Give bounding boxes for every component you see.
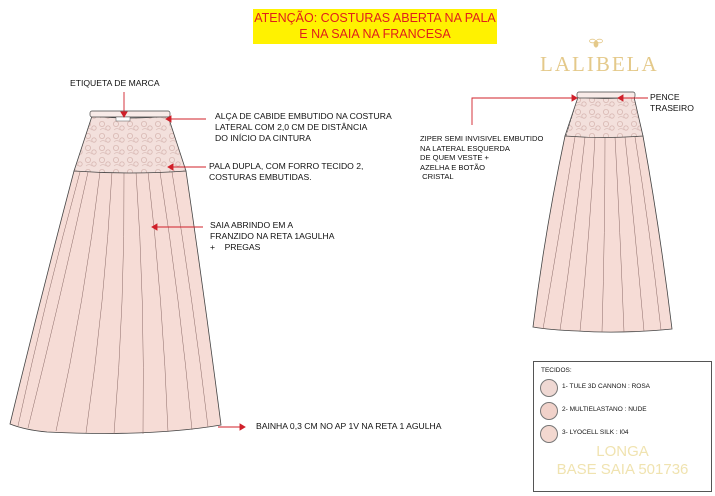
note-dart-line-2: TRASEIRO [650, 103, 694, 113]
fabric-swatch-3 [540, 425, 558, 443]
fabric-swatch-2 [540, 402, 558, 420]
note-brand-label: ETIQUETA DE MARCA [70, 78, 160, 88]
brand-logo: LALIBELA [540, 52, 659, 76]
note-back-dart [650, 92, 694, 114]
note-hanger-line-2: LATERAL COM 2,0 CM DE DISTÂNCIA [215, 122, 368, 132]
back-skirt-body [533, 136, 672, 332]
bee-icon [589, 37, 603, 49]
note-zipper-line-1: ZIPER SEMI INVISIVEL EMBUTIDO [420, 134, 544, 143]
note-zipper-line-4: AZELHA E BOTÃO [420, 162, 485, 172]
note-hanger-loop [215, 111, 392, 144]
fabric-item [540, 379, 710, 397]
fabric-item [540, 402, 710, 420]
note-dart-line-1: PENCE [650, 92, 680, 102]
warning-banner [253, 9, 497, 44]
note-zipper-line-3: DE QUEM VESTE + [420, 153, 489, 163]
note-yoke-line-2: COSTURAS EMBUTIDAS. [209, 172, 312, 182]
note-skirt-line-3: + PREGAS [210, 242, 261, 252]
brand-label-tag [116, 117, 130, 121]
fabric-label-3: 3- LYOCELL SILK : I04 [562, 429, 629, 436]
note-skirt-line-1: SAIA ABRINDO EM A [210, 220, 294, 230]
front-yoke [74, 116, 186, 173]
note-zipper [420, 134, 543, 182]
front-skirt [10, 111, 221, 434]
fabric-label-2: 2- MULTIELASTANO : NUDE [562, 406, 647, 413]
note-double-yoke [209, 161, 363, 183]
back-skirt [533, 92, 672, 332]
fabric-label-1: 1- TULE 3D CANNON : ROSA [562, 383, 651, 390]
note-zipper-line-5: CRISTAL [420, 172, 454, 182]
warning-line-1: ATENÇÃO: COSTURAS ABERTA NA PALA [254, 11, 496, 25]
fabric-item [540, 425, 710, 443]
note-hem: BAINHA 0,3 CM NO AP 1V NA RETA 1 AGULHA [256, 421, 442, 431]
fabrics-legend [533, 361, 712, 492]
product-length: LONGA [596, 443, 649, 460]
front-skirt-body [10, 171, 221, 433]
note-hanger-line-1: ALÇA DE CABIDE EMBUTIDO NA COSTURA [215, 111, 392, 121]
note-yoke-line-1: PALA DUPLA, COM FORRO TECIDO 2, [209, 161, 364, 171]
fabric-swatch-1 [540, 379, 558, 397]
warning-line-2: E NA SAIA NA FRANCESA [299, 27, 451, 41]
front-waistband [90, 111, 170, 117]
note-hanger-line-3: DO INÍCIO DA CINTURA [215, 133, 311, 143]
note-skirt-line-2: FRANZIDO NA RETA 1AGULHA [210, 231, 335, 241]
note-skirt-gathers [210, 220, 334, 253]
back-yoke [565, 97, 643, 138]
note-zipper-line-2: NA LATERAL ESQUERDA [420, 143, 510, 153]
fabrics-title: TECIDOS: [541, 367, 572, 374]
back-waistband [577, 92, 635, 98]
product-code: BASE SAIA 501736 [556, 461, 689, 478]
